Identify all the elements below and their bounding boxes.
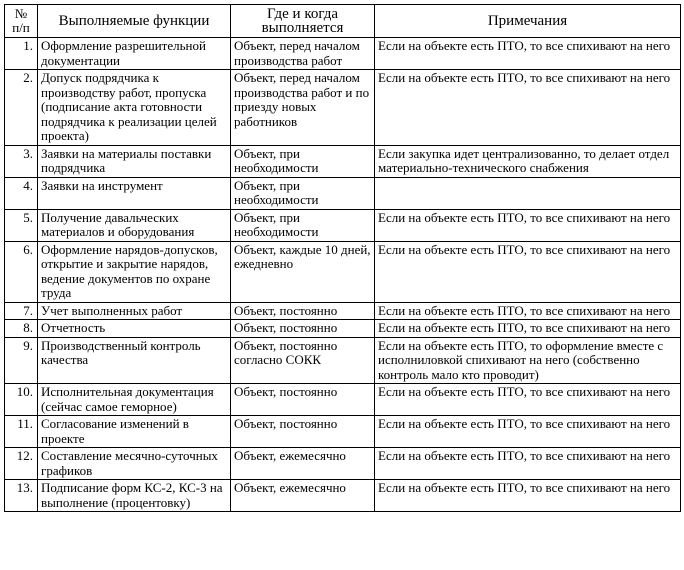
row-where-when: Объект, перед началом производства работ и по приезду новых работников <box>231 70 375 146</box>
row-note: Если на объекте есть ПТО, то все спихивают на него <box>375 320 681 338</box>
header-functions: Выполняемые функции <box>38 5 231 38</box>
table-row <box>5 177 681 209</box>
row-note: Если на объекте есть ПТО, то все спихивают на него <box>375 480 681 512</box>
row-where-when: Объект, ежемесячно <box>231 480 375 512</box>
table-row <box>5 480 681 512</box>
row-note <box>375 177 681 209</box>
row-function: Заявки на инструмент <box>38 177 231 209</box>
row-where-when: Объект, постоянно <box>231 416 375 448</box>
row-where-when: Объект, постоянно <box>231 384 375 416</box>
row-number: 7. <box>5 302 38 320</box>
row-note: Если на объекте есть ПТО, то оформление вместе с исполниловкой спихивают на него (собственно контроль мало кто проводит) <box>375 337 681 384</box>
table-row <box>5 70 681 146</box>
row-function: Получение давальческих материалов и оборудования <box>38 209 231 241</box>
row-number: 1. <box>5 38 38 70</box>
header-notes: Примечания <box>375 5 681 38</box>
table-row <box>5 209 681 241</box>
row-where-when: Объект, каждые 10 дней, ежедневно <box>231 241 375 302</box>
row-where-when: Объект, перед началом производства работ <box>231 38 375 70</box>
row-note: Если на объекте есть ПТО, то все спихивают на него <box>375 302 681 320</box>
row-note: Если на объекте есть ПТО, то все спихивают на него <box>375 448 681 480</box>
table-row <box>5 448 681 480</box>
row-where-when: Объект, постоянно согласно СОКК <box>231 337 375 384</box>
row-function: Допуск подрядчика к производству работ, пропуска (подписание акта готовности подрядчика к реализации целей проекта) <box>38 70 231 146</box>
table-row <box>5 38 681 70</box>
table-row <box>5 145 681 177</box>
row-note: Если на объекте есть ПТО, то все спихивают на него <box>375 384 681 416</box>
header-where-when: Где и когда выполняется <box>231 5 375 38</box>
row-where-when: Объект, при необходимости <box>231 177 375 209</box>
row-note: Если закупка идет централизованно, то делает отдел материально-технического снабжения <box>375 145 681 177</box>
header-row <box>5 5 681 38</box>
row-number: 4. <box>5 177 38 209</box>
row-note: Если на объекте есть ПТО, то все спихивают на него <box>375 416 681 448</box>
table-row <box>5 320 681 338</box>
row-function: Заявки на материалы поставки подрядчика <box>38 145 231 177</box>
row-where-when: Объект, при необходимости <box>231 209 375 241</box>
row-note: Если на объекте есть ПТО, то все спихивают на него <box>375 241 681 302</box>
row-function: Производственный контроль качества <box>38 337 231 384</box>
row-where-when: Объект, ежемесячно <box>231 448 375 480</box>
table-row <box>5 416 681 448</box>
row-number: 8. <box>5 320 38 338</box>
row-number: 9. <box>5 337 38 384</box>
row-number: 5. <box>5 209 38 241</box>
table-row <box>5 302 681 320</box>
row-function: Отчетность <box>38 320 231 338</box>
row-function: Согласование изменений в проекте <box>38 416 231 448</box>
row-where-when: Объект, постоянно <box>231 320 375 338</box>
row-note: Если на объекте есть ПТО, то все спихивают на него <box>375 209 681 241</box>
row-number: 11. <box>5 416 38 448</box>
row-number: 13. <box>5 480 38 512</box>
row-number: 3. <box>5 145 38 177</box>
row-number: 10. <box>5 384 38 416</box>
row-function: Исполнительная документация (сейчас самое геморное) <box>38 384 231 416</box>
row-function: Оформление нарядов-допусков, открытие и закрытие нарядов, ведение документов по охране труда <box>38 241 231 302</box>
row-number: 12. <box>5 448 38 480</box>
row-function: Оформление разрешительной документации <box>38 38 231 70</box>
header-num: № п/п <box>5 5 38 38</box>
row-note: Если на объекте есть ПТО, то все спихивают на него <box>375 70 681 146</box>
row-function: Учет выполненных работ <box>38 302 231 320</box>
functions-table <box>4 4 681 512</box>
row-function: Подписание форм КС-2, КС-3 на выполнение (процентовку) <box>38 480 231 512</box>
row-where-when: Объект, при необходимости <box>231 145 375 177</box>
row-where-when: Объект, постоянно <box>231 302 375 320</box>
row-function: Составление месячно-суточных графиков <box>38 448 231 480</box>
row-number: 2. <box>5 70 38 146</box>
row-note: Если на объекте есть ПТО, то все спихивают на него <box>375 38 681 70</box>
table-row <box>5 241 681 302</box>
table-row <box>5 337 681 384</box>
table-row <box>5 384 681 416</box>
row-number: 6. <box>5 241 38 302</box>
